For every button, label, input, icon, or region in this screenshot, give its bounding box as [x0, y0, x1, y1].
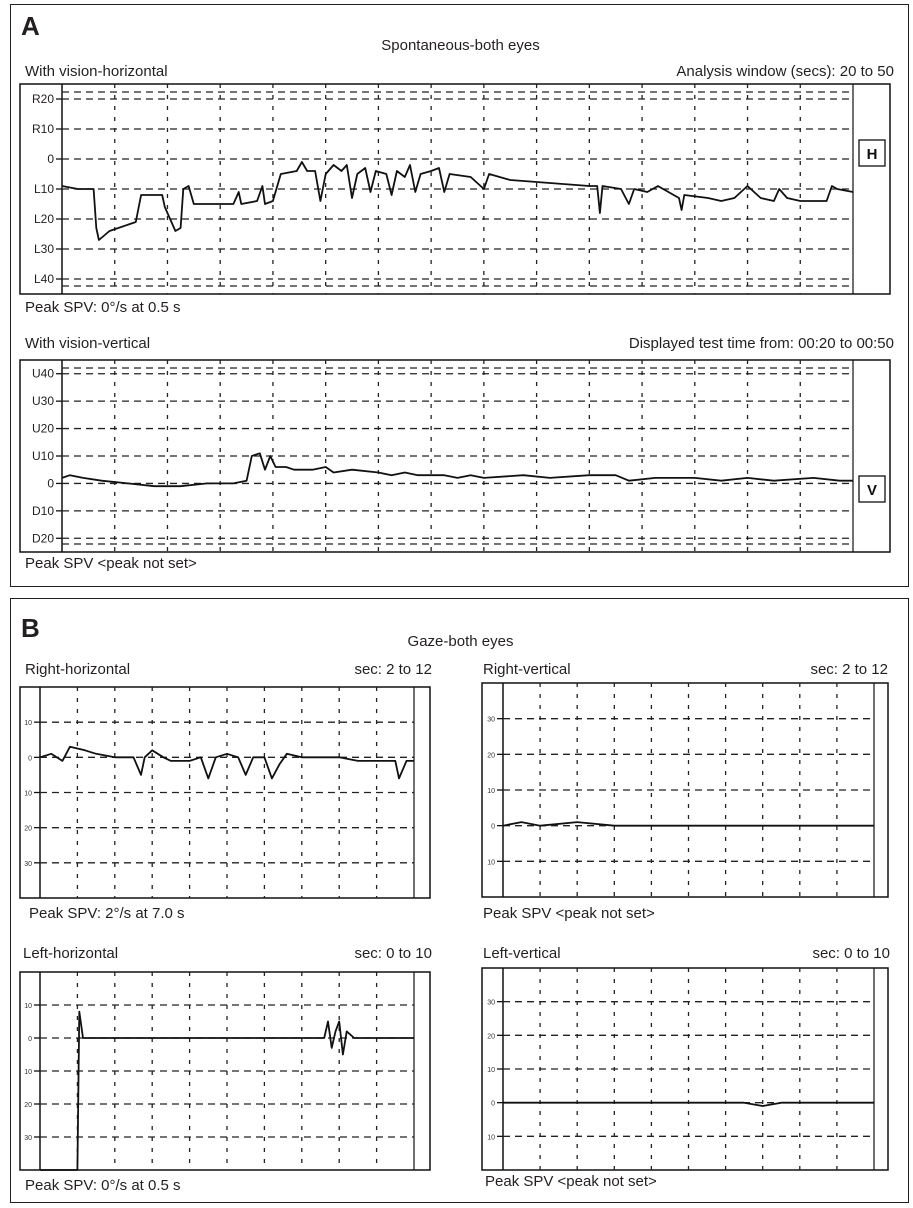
- gaze-right-vertical-y-tick-label: 10: [487, 788, 495, 795]
- spont-vertical-label: With vision-vertical: [25, 335, 151, 352]
- gaze-right-horizontal-y-tick-label: 10: [24, 790, 32, 798]
- right-vertical-peak-spv: Peak SPV <peak not set>: [483, 905, 655, 922]
- gaze-right-vertical-y-tick-label: 30: [487, 716, 495, 724]
- spont-horizontal-chart: [20, 84, 890, 294]
- gaze-left-vertical-chart: [482, 968, 888, 1170]
- spont-horizontal-channel-badge-text: H: [866, 146, 878, 163]
- spont-vertical-channel-badge-text: V: [866, 482, 878, 499]
- left-vertical-peak-spv: Peak SPV <peak not set>: [485, 1173, 657, 1190]
- panel-b-title: Gaze-both eyes: [407, 633, 514, 650]
- spont-horizontal-y-tick-label: L20: [33, 212, 54, 226]
- spont-horizontal-y-tick-label: R10: [31, 122, 54, 136]
- gaze-left-horizontal-y-tick-label: 10: [24, 1003, 32, 1010]
- right-vertical-range: sec: 2 to 12: [810, 661, 888, 678]
- displayed-test-time-label: Displayed test time from: 00:20 to 00:50: [628, 335, 894, 352]
- spont-vertical-y-tick-label: D10: [31, 503, 54, 518]
- right-horizontal-range: sec: 2 to 12: [354, 661, 432, 678]
- right-horizontal-label: Right-horizontal: [25, 661, 131, 678]
- gaze-right-horizontal-trace: [40, 747, 414, 779]
- spont-vertical-trace: [62, 453, 853, 486]
- right-horizontal-peak-spv: Peak SPV: 2°/s at 7.0 s: [29, 905, 185, 922]
- spont-horizontal-peak-spv: Peak SPV: 0°/s at 0.5 s: [25, 299, 181, 316]
- gaze-right-horizontal-y-tick-label: 0: [28, 755, 32, 763]
- gaze-left-vertical-trace: [503, 1103, 874, 1106]
- gaze-right-vertical-y-tick-label: 20: [487, 752, 495, 760]
- left-horizontal-peak-spv: Peak SPV: 0°/s at 0.5 s: [25, 1177, 181, 1194]
- gaze-right-vertical-y-tick-label: 10: [487, 859, 495, 867]
- panel-label-b: B: [21, 613, 40, 643]
- spont-horizontal-y-tick-label: R20: [31, 92, 54, 106]
- analysis-window-label: Analysis window (secs): 20 to 50: [676, 63, 894, 80]
- panel-label-a: A: [21, 11, 40, 41]
- gaze-left-horizontal-trace: [40, 1012, 414, 1170]
- gaze-left-horizontal-chart: [20, 972, 430, 1170]
- right-vertical-label: Right-vertical: [483, 661, 571, 678]
- gaze-left-horizontal-y-tick-label: 10: [24, 1069, 32, 1076]
- gaze-left-horizontal-y-tick-label: 20: [24, 1102, 32, 1109]
- spont-horizontal-trace: [62, 162, 853, 240]
- spont-vertical-peak-spv: Peak SPV <peak not set>: [25, 555, 197, 572]
- spont-vertical-y-tick-label: U20: [31, 421, 54, 436]
- gaze-left-horizontal-y-tick-label: 0: [28, 1036, 32, 1043]
- gaze-left-vertical-y-tick-label: 10: [487, 1134, 495, 1142]
- spont-horizontal-y-tick-label: L10: [33, 182, 54, 196]
- gaze-right-horizontal-y-tick-label: 10: [24, 720, 32, 728]
- spont-vertical-chart: [20, 360, 890, 552]
- gaze-left-horizontal-y-tick-label: 30: [24, 1135, 32, 1142]
- gaze-right-vertical-trace: [503, 822, 874, 826]
- left-vertical-range: sec: 0 to 10: [812, 945, 890, 962]
- panel-a-title: Spontaneous-both eyes: [381, 37, 540, 54]
- left-horizontal-range: sec: 0 to 10: [354, 945, 432, 962]
- gaze-right-horizontal-y-tick-label: 30: [24, 860, 32, 868]
- gaze-left-vertical-y-tick-label: 20: [487, 1033, 495, 1041]
- left-vertical-label: Left-vertical: [483, 945, 561, 962]
- spont-vertical-y-tick-label: 0: [47, 476, 54, 491]
- spont-horizontal-label: With vision-horizontal: [25, 63, 168, 80]
- spont-horizontal-y-tick-label: 0: [47, 152, 54, 166]
- spont-horizontal-y-tick-label: L30: [33, 242, 54, 256]
- spont-vertical-y-tick-label: U40: [31, 366, 54, 381]
- spont-vertical-y-tick-label: U30: [31, 394, 54, 409]
- gaze-right-horizontal-chart: [20, 687, 430, 898]
- gaze-left-vertical-y-tick-label: 10: [487, 1067, 495, 1074]
- gaze-left-vertical-y-tick-label: 0: [491, 1100, 495, 1108]
- spont-horizontal-y-tick-label: L40: [33, 272, 54, 286]
- gaze-right-vertical-y-tick-label: 0: [491, 823, 495, 831]
- gaze-right-vertical-chart: [482, 683, 888, 897]
- spont-vertical-y-tick-label: U10: [31, 449, 54, 463]
- gaze-left-vertical-y-tick-label: 30: [487, 999, 495, 1007]
- left-horizontal-label: Left-horizontal: [23, 945, 119, 962]
- gaze-right-horizontal-y-tick-label: 20: [24, 825, 32, 833]
- spont-vertical-y-tick-label: D20: [31, 531, 54, 546]
